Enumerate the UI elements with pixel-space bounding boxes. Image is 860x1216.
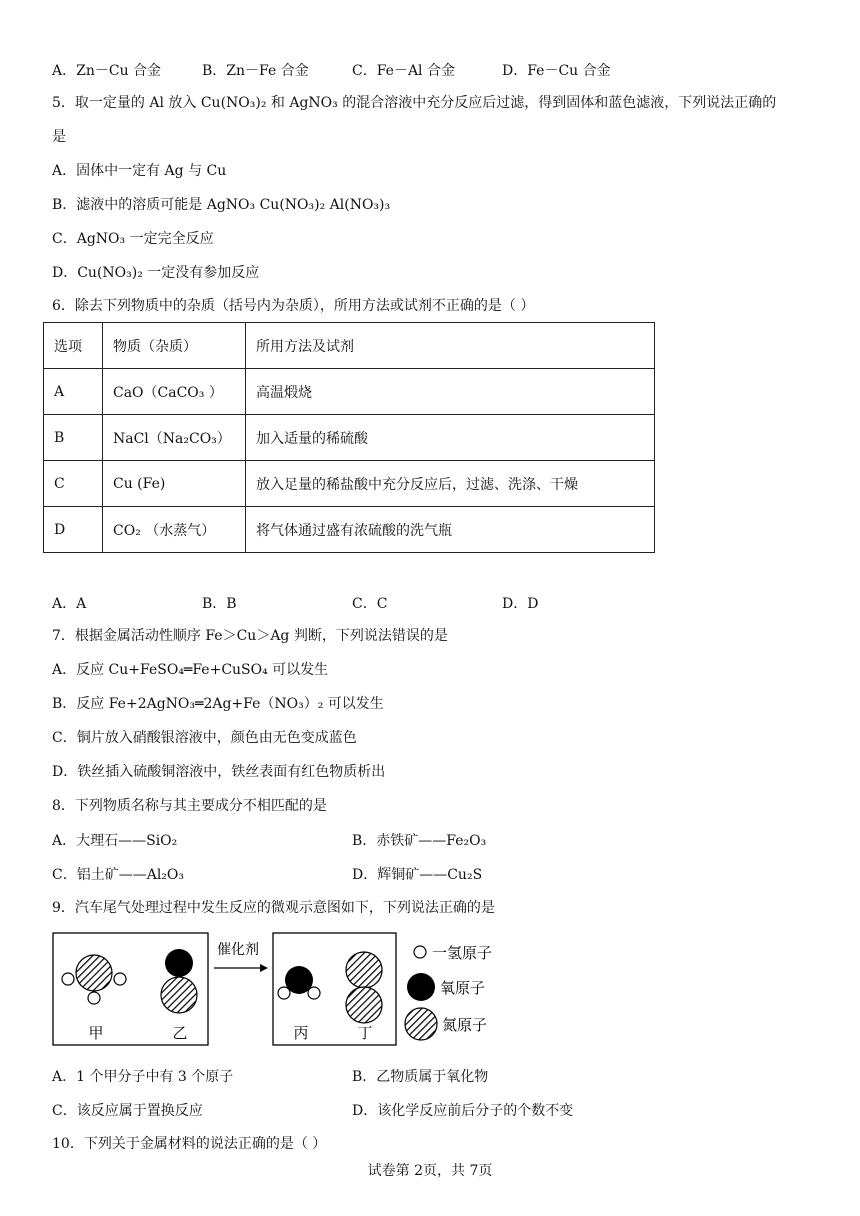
diagram-legend — [405, 944, 492, 1040]
molecule-jia — [62, 955, 126, 1004]
q9-option-a: A．1 个甲分子中有 3 个原子 — [52, 1069, 234, 1085]
legend-oxygen: 氧原子 — [440, 979, 486, 997]
q5-stem-line2: 是 — [52, 129, 66, 145]
q8-stem: 8．下列物质名称与其主要成分不相匹配的是 — [52, 798, 327, 814]
table-cell: CaO（CaCO₃ ） — [103, 369, 246, 415]
q5-option-a: A．固体中一定有 Ag 与 Cu — [52, 163, 227, 179]
table-cell: 将气体通过盛有浓硫酸的洗气瓶 — [246, 507, 655, 553]
molecule-ding — [346, 952, 382, 1023]
table-row — [44, 461, 655, 507]
q7-option-b: B．反应 Fe+2AgNO₃═2Ag+Fe（NO₃）₂ 可以发生 — [52, 696, 384, 712]
table-cell: 放入足量的稀盐酸中充分反应后，过滤、洗涤、干燥 — [246, 461, 655, 507]
table-cell: A — [44, 369, 103, 415]
q6-option-b: B．B — [202, 596, 237, 612]
table-header-cell: 所用方法及试剂 — [246, 323, 655, 369]
q5-stem-line1: 5．取一定量的 Al 放入 Cu(NO₃)₂ 和 AgNO₃ 的混合溶液中充分反应后过滤，得到固体和蓝色滤液，下列说法正确的 — [52, 95, 777, 111]
table-cell: CO₂ （水蒸气） — [103, 507, 246, 553]
q4-option-a: A．Zn－Cu 合金 — [52, 63, 162, 79]
legend-nitrogen: 氮原子 — [442, 1016, 488, 1034]
label-jia: 甲 — [88, 1024, 104, 1042]
table-cell: B — [44, 415, 103, 461]
table-row — [44, 415, 655, 461]
q8-option-c: C．铝土矿——Al₂O₃ — [52, 867, 185, 883]
table-header-cell: 物质（杂质） — [103, 323, 246, 369]
q9-option-b: B．乙物质属于氧化物 — [352, 1069, 489, 1085]
q5-option-d: D．Cu(NO₃)₂ 一定没有参加反应 — [52, 265, 260, 281]
label-yi: 乙 — [172, 1024, 188, 1042]
oxygen-atom — [165, 949, 193, 977]
table-cell: D — [44, 507, 103, 553]
q9-option-c: C．该反应属于置换反应 — [52, 1103, 203, 1119]
q6-option-c: C．C — [352, 596, 388, 612]
table-cell: 高温煅烧 — [246, 369, 655, 415]
q6-stem: 6．除去下列物质中的杂质（括号内为杂质），所用方法或试剂不正确的是（ ） — [52, 298, 535, 314]
q4-option-c: C．Fe－Al 合金 — [352, 63, 455, 79]
hydrogen-atom — [114, 973, 126, 985]
q5-option-c: C．AgNO₃ 一定完全反应 — [52, 231, 214, 247]
hydrogen-atom — [88, 992, 100, 1004]
molecule-bing — [278, 966, 320, 999]
reaction-diagram — [52, 932, 512, 1050]
table-cell: C — [44, 461, 103, 507]
q8-option-d: D．辉铜矿——Cu₂S — [352, 867, 483, 883]
legend-hydrogen: 一氢原子 — [432, 944, 493, 962]
table-header-row — [44, 323, 655, 369]
nitrogen-legend-icon — [405, 1008, 437, 1040]
q8-option-b: B．赤铁矿——Fe₂O₃ — [352, 833, 487, 849]
label-bing: 丙 — [293, 1024, 309, 1042]
hydrogen-legend-icon — [414, 946, 426, 958]
q8-option-a: A．大理石——SiO₂ — [52, 833, 178, 849]
q4-option-b: B．Zn－Fe 合金 — [202, 63, 309, 79]
q7-option-c: C．铜片放入硝酸银溶液中，颜色由无色变成蓝色 — [52, 730, 357, 746]
table-cell: 加入适量的稀硫酸 — [246, 415, 655, 461]
nitrogen-atom — [161, 977, 197, 1013]
oxygen-atom — [285, 966, 313, 994]
q10-stem: 10．下列关于金属材料的说法正确的是（ ） — [52, 1136, 327, 1152]
arrow-head-icon — [260, 964, 268, 972]
hydrogen-atom — [62, 973, 74, 985]
q5-option-b: B．滤液中的溶质可能是 AgNO₃ Cu(NO₃)₂ Al(NO₃)₃ — [52, 197, 391, 213]
q6-option-a: A．A — [52, 596, 87, 612]
q7-stem: 7．根据金属活动性顺序 Fe＞Cu＞Ag 判断，下列说法错误的是 — [52, 628, 448, 644]
q4-option-d: D．Fe－Cu 合金 — [502, 63, 611, 79]
table-header-cell: 选项 — [44, 323, 103, 369]
table-row — [44, 507, 655, 553]
q7-option-a: A．反应 Cu+FeSO₄═Fe+CuSO₄ 可以发生 — [52, 662, 329, 678]
q6-option-d: D．D — [502, 596, 539, 612]
molecule-yi — [161, 949, 197, 1013]
table-cell: Cu (Fe) — [103, 461, 246, 507]
nitrogen-atom — [76, 955, 112, 991]
table-cell: NaCl（Na₂CO₃） — [103, 415, 246, 461]
q9-stem: 9．汽车尾气处理过程中发生反应的微观示意图如下，下列说法正确的是 — [52, 900, 495, 916]
nitrogen-atom — [346, 952, 382, 988]
label-ding: 丁 — [357, 1024, 373, 1042]
catalyst-label: 催化剂 — [217, 942, 259, 958]
page-footer: 试卷第 2页，共 7页 — [367, 1163, 493, 1179]
q6-table — [43, 322, 655, 553]
q7-option-d: D．铁丝插入硫酸铜溶液中，铁丝表面有红色物质析出 — [52, 764, 386, 780]
table-row — [44, 369, 655, 415]
oxygen-legend-icon — [407, 973, 435, 1001]
q9-option-d: D．该化学反应前后分子的个数不变 — [352, 1103, 574, 1119]
nitrogen-atom — [346, 987, 382, 1023]
